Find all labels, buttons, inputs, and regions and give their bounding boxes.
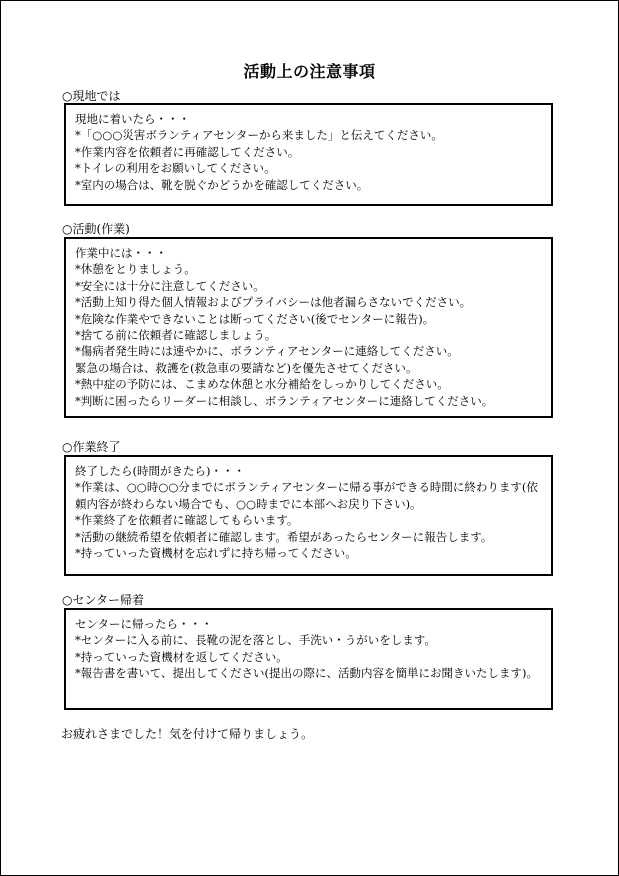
section-line: 緊急の場合は、救護を(救急車の要請など)を優先させてください。 (75, 360, 418, 375)
section-line: *安全には十分に注意してください。 (75, 278, 265, 293)
section-line: *室内の場合は、靴を脱ぐかどうかを確認してください。 (75, 177, 369, 192)
section-line: *活動の継続希望を依頼者に確認します。希望があったらセンターに報告します。 (75, 529, 493, 544)
section-box-center-return (64, 608, 553, 710)
section-line: *持っていった資機材を忘れずに持ち帰ってください。 (75, 546, 357, 561)
section-label-work-end: ○作業終了 (62, 440, 121, 454)
section-line: センターに帰ったら・・・ (75, 617, 213, 631)
section-line: *危険な作業やできないことは断ってください(後でセンターに報告)。 (75, 311, 435, 326)
section-line: 終了したら(時間がきたら)・・・ (75, 464, 245, 478)
closing-message: お疲れさまでした！気を付けて帰りましょう。 (61, 727, 314, 741)
section-box-activity (64, 237, 553, 418)
section-box-work-end (64, 455, 553, 576)
section-line: *傷病者発生時には速やかに、ボランティアセンターに連絡してください。 (75, 344, 459, 359)
section-line: *判断に困ったらリーダーに相談し、ボランティアセンターに連絡してください。 (75, 393, 494, 408)
section-label-center-return: ○センター帰着 (62, 593, 144, 607)
section-line: *トイレの利用をお願いしてください。 (75, 161, 276, 176)
section-label-on-site: ○現地では (62, 89, 121, 103)
section-line: 作業中には・・・ (75, 246, 167, 260)
section-line: *作業内容を依頼者に再確認してください。 (75, 144, 300, 159)
section-line: *作業終了を依頼者に確認してもらいます。 (75, 513, 299, 528)
section-line: *報告書を書いて、提出してください(提出の際に、活動内容を簡単にお聞きいたします)。 (75, 666, 538, 681)
section-line: *活動上知り得た個人情報およびプライバシーは他者漏らさないでください。 (75, 295, 472, 310)
section-line: *捨てる前に依頼者に確認しましょう。 (75, 328, 277, 343)
section-line: *センターに入る前に、長靴の泥を落とし、手洗い・うがいをします。 (75, 633, 436, 648)
section-line: *熱中症の予防には、こまめな休憩と水分補給をしっかりしてください。 (75, 377, 449, 392)
section-label-activity: ○活動(作業) (62, 222, 130, 236)
section-box-on-site (64, 103, 553, 206)
page-title: 活動上の注意事項 (243, 62, 376, 81)
section-line: *作業は、○○時○○分までにボランティアセンターに帰る事ができる時間に終わります(依頼内容が終わらない場合でも、○○時までに本部へお戻り下さい)。 (75, 480, 538, 511)
section-line: *「○○○災害ボランティアセンターから来ました」と伝えてください。 (75, 128, 443, 143)
section-line: 現地に着いたら・・・ (75, 112, 190, 126)
section-line: *休憩をとりましょう。 (75, 262, 196, 277)
section-line: *持っていった資機材を返してください。 (75, 649, 288, 664)
